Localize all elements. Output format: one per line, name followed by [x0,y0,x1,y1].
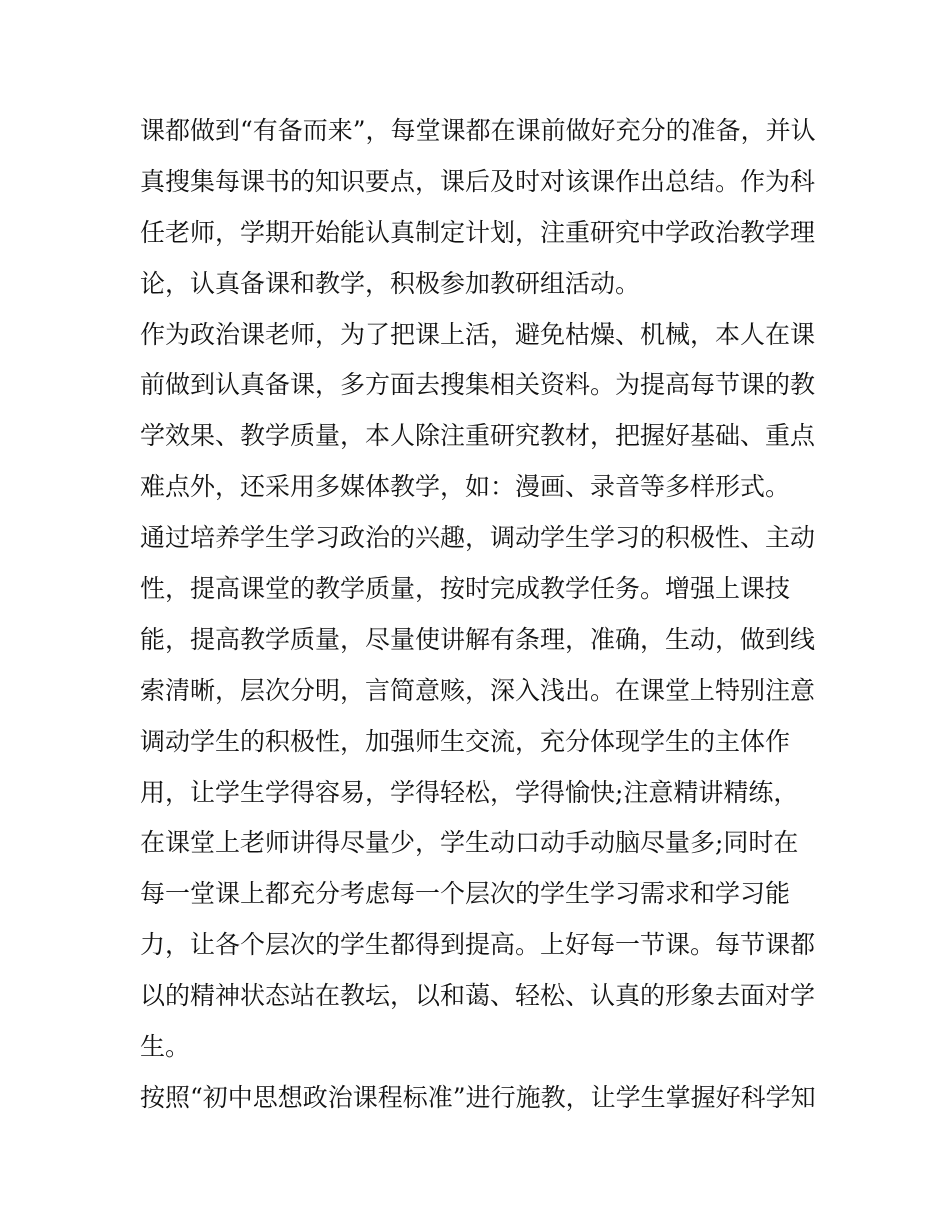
text-line: 作为政治课老师，为了把课上活，避免枯燥、机械，本人在课 [140,319,816,349]
text-line: 真搜集每课书的知识要点，课后及时对该课作出总结。作为科 [140,166,816,196]
text-line: 学效果、教学质量，本人除注重研究教材，把握好基础、重点 [140,421,816,451]
text-line: 任老师，学期开始能认真制定计划，注重研究中学政治教学理 [140,217,816,247]
text-line: 通过培养学生学习政治的兴趣，调动学生学习的积极性、主动 [140,523,816,553]
text-line: 前做到认真备课，多方面去搜集相关资料。为提高每节课的教 [140,370,816,400]
text-line: 每一堂课上都充分考虑每一个层次的学生学习需求和学习能 [140,879,791,909]
text-line: 调动学生的积极性，加强师生交流，充分体现学生的主体作 [140,726,791,756]
text-line: 生。 [140,1032,191,1062]
text-line: 用，让学生学得容易，学得轻松，学得愉快;注意精讲精练， [140,777,799,807]
text-line: 力，让各个层次的学生都得到提高。上好每一节课。每节课都 [140,930,816,960]
text-line: 性，提高课堂的教学质量，按时完成教学任务。增强上课技 [140,574,791,604]
text-line: 论，认真备课和教学，积极参加教研组活动。 [140,268,641,298]
document-page [140,106,830,1124]
text-line: 索清晰，层次分明，言简意赅，深入浅出。在课堂上特别注意 [140,675,816,705]
text-line: 在课堂上老师讲得尽量少，学生动口动手动脑尽量多;同时在 [140,828,799,858]
text-line: 能，提高教学质量，尽量使讲解有条理，准确，生动，做到线 [140,624,816,654]
text-line: 按照“初中思想政治课程标准”进行施教，让学生掌握好科学知 [140,1082,816,1112]
text-line: 以的精神状态站在教坛，以和蔼、轻松、认真的形象去面对学 [140,981,816,1011]
text-line: 课都做到“有备而来”，每堂课都在课前做好充分的准备，并认 [140,116,816,145]
text-line: 难点外，还采用多媒体教学，如：漫画、录音等多样形式。 [140,472,791,502]
